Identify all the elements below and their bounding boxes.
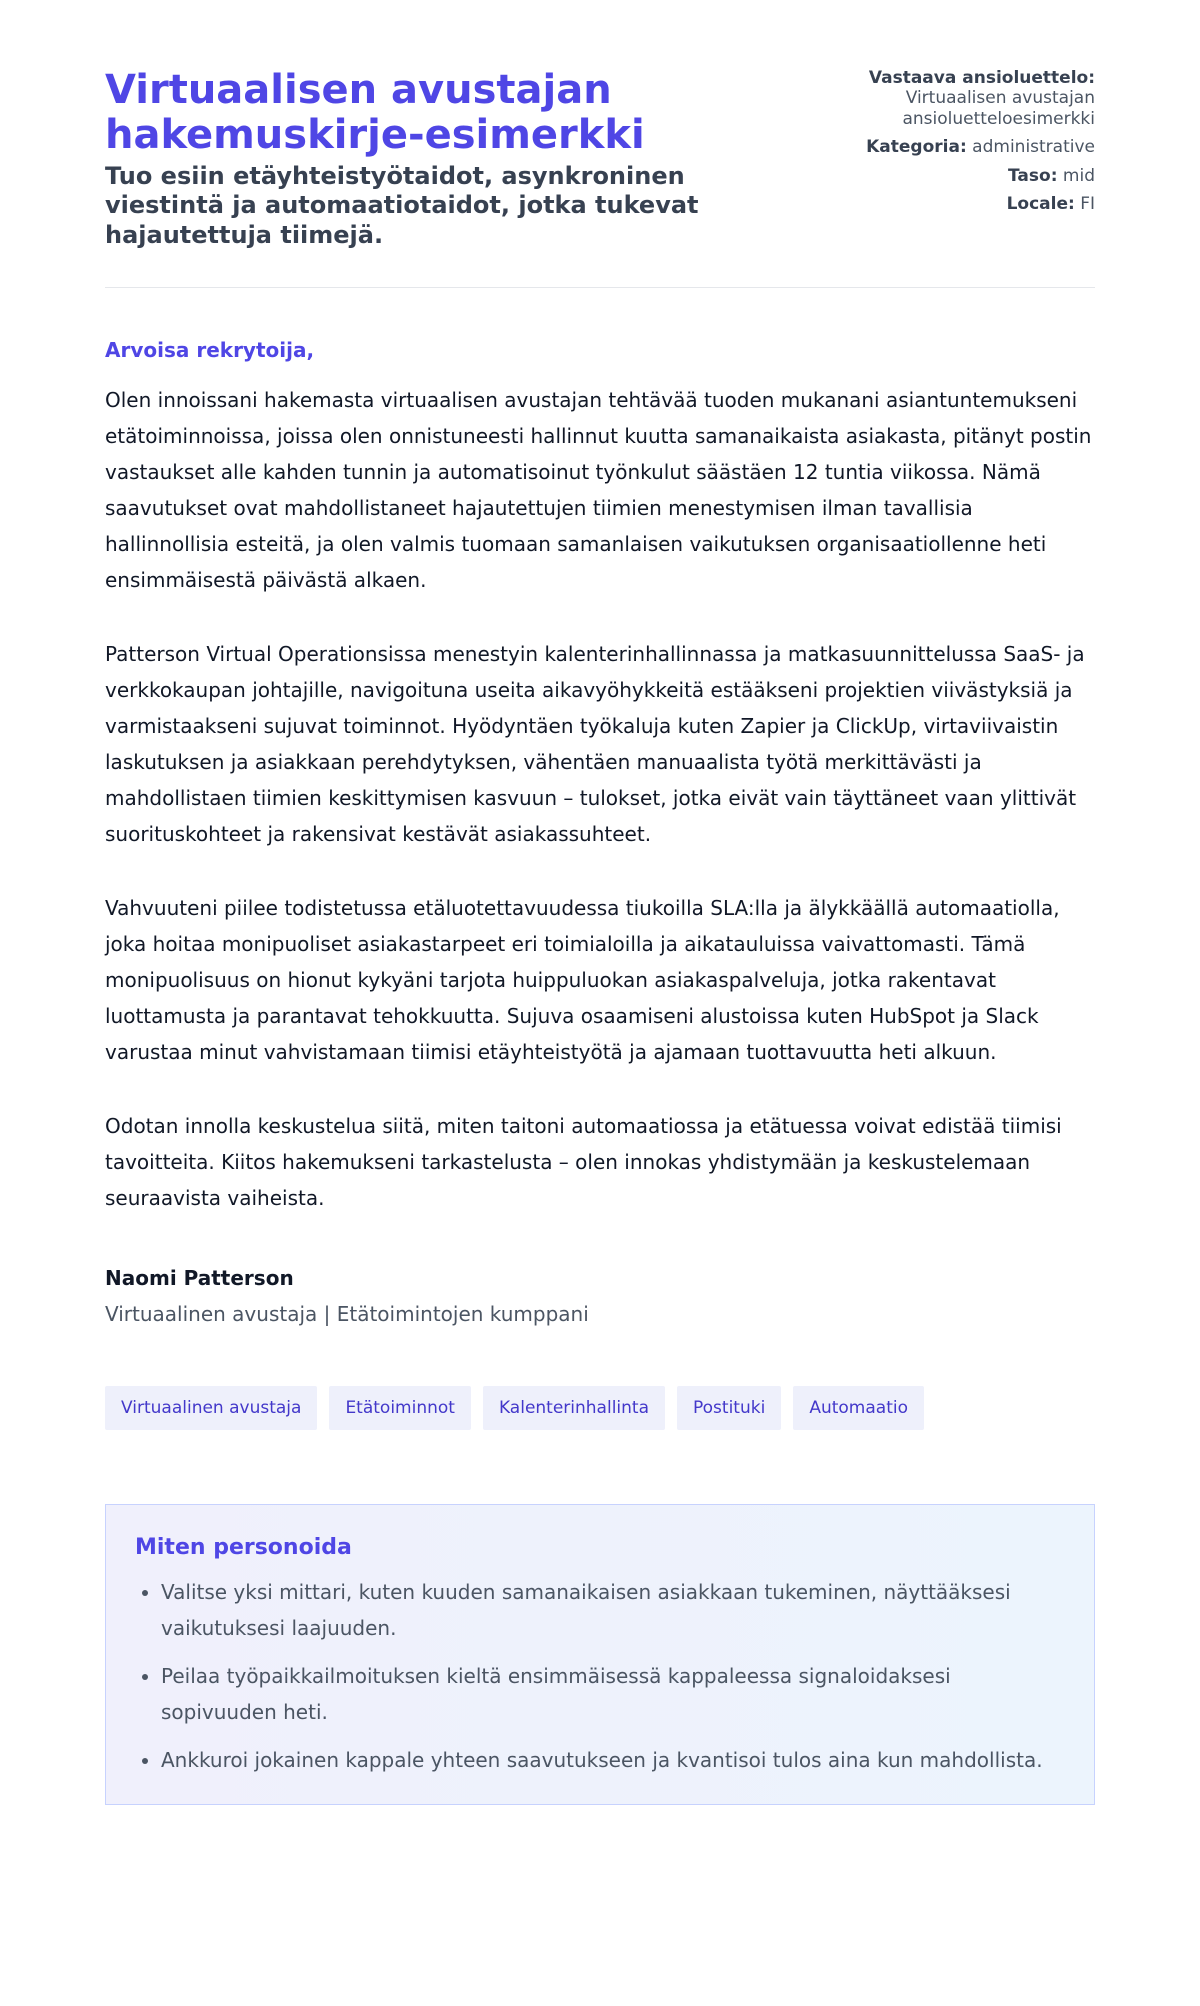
tip-item: • Ankkuroi jokainen kappale yhteen saavutukseen ja kvantisoi tulos aina kun mahdollista.	[161, 1742, 1064, 1778]
meta-level-value: mid	[1062, 165, 1095, 186]
page-subtitle: Tuo esiin etäyhteistyötaidot, asynkroninen viestintä ja automaatiotaidot, jotka tukevat hajautettuja tiimejä.	[105, 161, 699, 250]
letter-paragraph: Olen innoissani hakemasta virtuaalisen avustajan tehtävää tuoden mukanani asiantuntemukseni etätoiminnoissa, joissa olen onnistuneesti hallinnut kuutta samanaikaista asiakasta, pitänyt postin vastaukset alle kahden tunnin ja automatisoinut työnkulut säästäen 12 tuntia viikossa. Nämä saavutukset ovat mahdollistaneet hajautettujen tiimien menestymisen ilman tavallisia hallinnollisia esteitä, ja olen valmis tuomaan samanlaisen vaikutuksen organisaatiollenne heti ensimmäisestä päivästä alkaen.	[105, 387, 1092, 592]
tag-mail-support[interactable]: Postituki	[677, 1386, 781, 1430]
tips-list	[135, 1574, 1064, 1778]
meta-category-label: Kategoria:	[866, 137, 967, 158]
signature-name: Naomi Patterson	[105, 1265, 294, 1290]
tag-automation[interactable]: Automaatio	[793, 1386, 924, 1430]
meta-category	[795, 137, 1095, 157]
meta-locale-label: Locale:	[1006, 193, 1075, 214]
meta-category-value: administrative	[972, 137, 1095, 158]
tips-title: Miten personoida	[135, 1534, 352, 1560]
personalization-tips	[105, 1504, 1095, 1805]
header-titles	[105, 68, 745, 251]
letter-paragraph: Odotan innolla keskustelua siitä, miten taitoni automaatiossa ja etätuessa voivat edistää tiimisi tavoitteita. Kiitos hakemukseni tarkastelusta – olen innokas yhdistymään ja keskustelemaan seuraavista vaiheista.	[105, 1113, 1062, 1210]
letter-paragraph: Patterson Virtual Operationsissa menestyin kalenterinhallinnassa ja matkasuunnittelussa SaaS- ja verkkokaupan johtajille, navigoituna useita aikavyöhykkeitä estääkseni projektien viivästyksiä ja varmistaakseni sujuvat toiminnot. Hyödyntäen työkaluja kuten Zapier ja ClickUp, virtaviivaistin laskutuksen ja asiakkaan perehdytyksen, vähentäen manuaalista työtä merkittävästi ja mahdollistaen tiimien keskittymisen kasvuun – tulokset, jotka eivät vain täyttäneet vaan ylittivät suorituskohteet ja rakensivat kestävät asiakassuhteet.	[105, 641, 1085, 846]
meta-resume-label: Vastaava ansioluettelo:	[868, 68, 1095, 88]
meta-level	[795, 166, 1095, 186]
letter-paragraph: Vahvuuteni piilee todistetussa etäluotettavuudessa tiukoilla SLA:lla ja älykkäällä automaatiolla, joka hoitaa monipuoliset asiakastarpeet eri toimialoilla ja aikatauluissa vaivattomasti. Tämä monipuolisuus on hionut kykyäni tarjota huippuluokan asiakaspalveluja, jotka rakentavat luottamusta ja parantavat tehokkuutta. Sujuva osaamiseni alustoissa kuten HubSpot ja Slack varustaa minut vahvistamaan tiimisi etäyhteistyötä ja ajamaan tuottavuutta heti alkuun.	[105, 895, 1060, 1064]
meta-panel	[795, 68, 1095, 222]
tag-remote-operations[interactable]: Etätoiminnot	[329, 1386, 471, 1430]
tip-item: • Valitse yksi mittari, kuten kuuden samanaikaisen asiakkaan tukeminen, näyttääksesi vaikutuksesi laajuuden.	[161, 1574, 1064, 1646]
meta-resume-link[interactable]: Virtuaalisen avustajan ansioluetteloesimerkki	[902, 88, 1095, 129]
letter-greeting: Arvoisa rekrytoija,	[105, 337, 315, 362]
meta-resume	[795, 68, 1095, 129]
tag-list	[105, 1386, 1095, 1430]
letter-body	[105, 338, 1095, 1326]
page-title: Virtuaalisen avustajan hakemuskirje-esimerkki	[105, 67, 645, 158]
meta-locale-value: FI	[1080, 193, 1095, 214]
meta-level-label: Taso:	[1008, 165, 1058, 186]
cover-letter-page	[105, 0, 1095, 1805]
tip-item: • Peilaa työpaikkailmoituksen kieltä ensimmäisessä kappaleessa signaloidaksesi sopivuuden heti.	[161, 1658, 1064, 1730]
signature-role: Virtuaalinen avustaja | Etätoimintojen kumppani	[105, 1301, 589, 1326]
page-header	[105, 68, 1095, 288]
tag-virtual-assistant[interactable]: Virtuaalinen avustaja	[105, 1386, 317, 1430]
meta-locale	[795, 194, 1095, 214]
tag-calendar-management[interactable]: Kalenterinhallinta	[483, 1386, 665, 1430]
